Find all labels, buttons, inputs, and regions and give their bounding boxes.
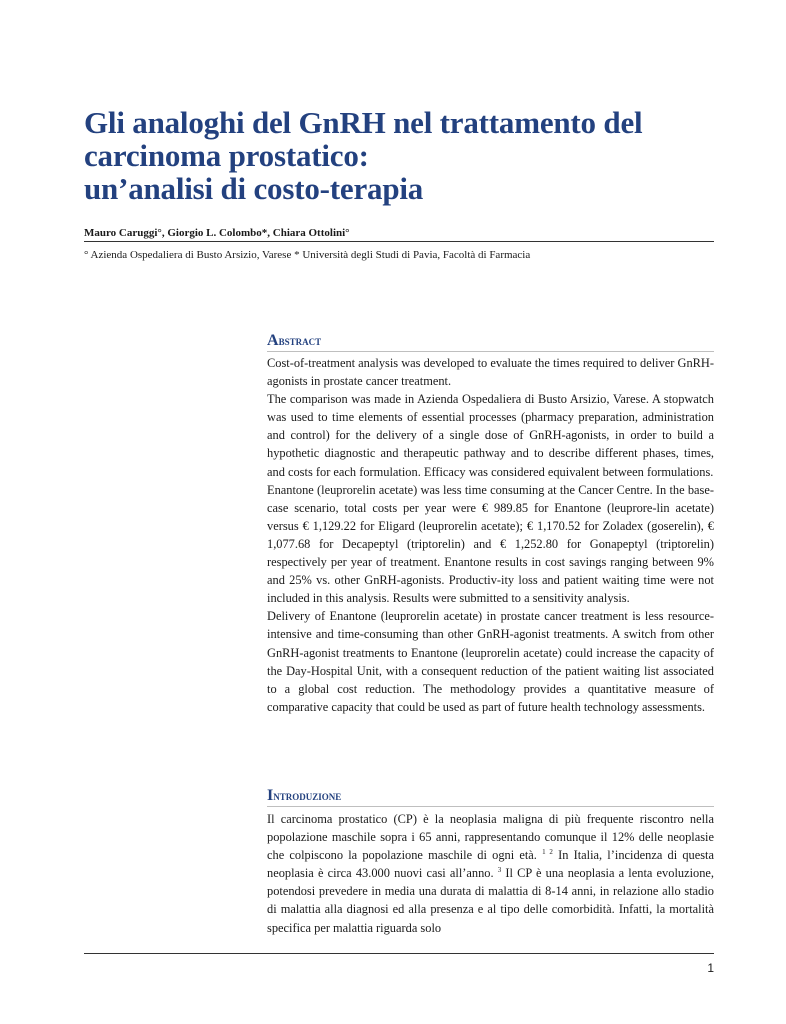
author-list: Mauro Caruggi°, Giorgio L. Colombo*, Chiara Ottolini°: [84, 227, 350, 239]
abstract-paragraph: The comparison was made in Azienda Ospedaliera di Busto Arsizio, Varese. A stopwatch was used to time elements of essential processes (pharmacy preparation, administration and control) for the delivery of a single dose of GnRH-agonists, in order to build a hypothetic diagnostic and therapeutic pathway and to describe different phases, times, and costs for each formulation. Efficacy was considered equivalent between formulations.: [267, 392, 714, 479]
footer-divider: [84, 953, 714, 954]
article-title: [84, 106, 744, 205]
title-line-3: un’analisi di costo-terapia: [84, 171, 424, 206]
introduction-heading: Introduzione: [267, 787, 342, 804]
affiliations: ° Azienda Ospedaliera di Busto Arsizio, Varese * Università degli Studi di Pavia, Facoltà di Farmacia: [84, 249, 531, 261]
page-number: 1: [707, 961, 714, 975]
abstract-heading: Abstract: [267, 332, 322, 349]
intro-text-1: Il carcinoma prostatico (CP) è la neoplasia maligna di più frequente riscontro nella popolazione maschile sopra i 65 anni, rappresentando comunque il 12% delle neoplasie che colpiscono la popolazione maschile di ogni età.: [267, 812, 714, 863]
abstract-paragraph: Delivery of Enantone (leuprorelin acetate) in prostate cancer treatment is less resource-intensive and time-consuming than other GnRH-agonist treatments. A switch from other GnRH-agonist treatments to Enantone (leuprorelin acetate) could increase the capacity of the Day-Hospital Unit, with a consequent reduction of the patient waiting list associated to a global cost reduction. The methodology provides a quantitative measure of comparative capacity that could be used as part of future health technology assessments.: [267, 609, 714, 714]
intro-text-2: In Italia, l’incidenza di questa neoplasia è circa 43.000 nuovi casi all’anno.: [267, 848, 714, 881]
title-line-2: carcinoma prostatico:: [84, 138, 369, 173]
header-divider: [84, 241, 714, 242]
introduction-heading-rule: [267, 806, 714, 807]
abstract-paragraph: Enantone (leuprorelin acetate) was less time consuming at the Cancer Centre. In the base-case scenario, total costs per year were € 989.85 for Enantone (leuprore-lin acetate) versus € 1,129.22 for Eligard (leuprorelin acetate); € 1,170.52 for Zoladex (goserelin), € 1,077.68 for Decapeptyl (triptorelin) and € 1,252.80 for Gonapeptyl (triptorelin) respectively per year of treatment. Enantone results in cost savings ranging between 9% and 25% vs. other GnRH-agonists. Productiv-ity loss and patient waiting time were not included in this analysis. Results were submitted to a sensitivity analysis.: [267, 482, 714, 606]
abstract-heading-rule: [267, 351, 714, 352]
abstract-paragraph: Cost-of-treatment analysis was developed to evaluate the times required to deliver GnRH-agonists in prostate cancer treatment.: [267, 356, 714, 389]
intro-text-3: Il CP è una neoplasia a lenta evoluzione, potendosi prevedere in media una durata di malattia di 8-14 anni, in relazione allo stadio di malattia alla diagnosi ed alla presenza e al tipo delle comorbidità. Infatti, la mortalità specifica per malattia riguarda solo: [267, 866, 715, 935]
abstract-body: [267, 354, 714, 716]
citation-ref: 1 2: [542, 848, 553, 857]
introduction-paragraph: [267, 810, 714, 937]
introduction-body: [267, 810, 714, 937]
title-line-1: Gli analoghi del GnRH nel trattamento del: [84, 105, 643, 140]
citation-ref: 3: [497, 866, 502, 875]
